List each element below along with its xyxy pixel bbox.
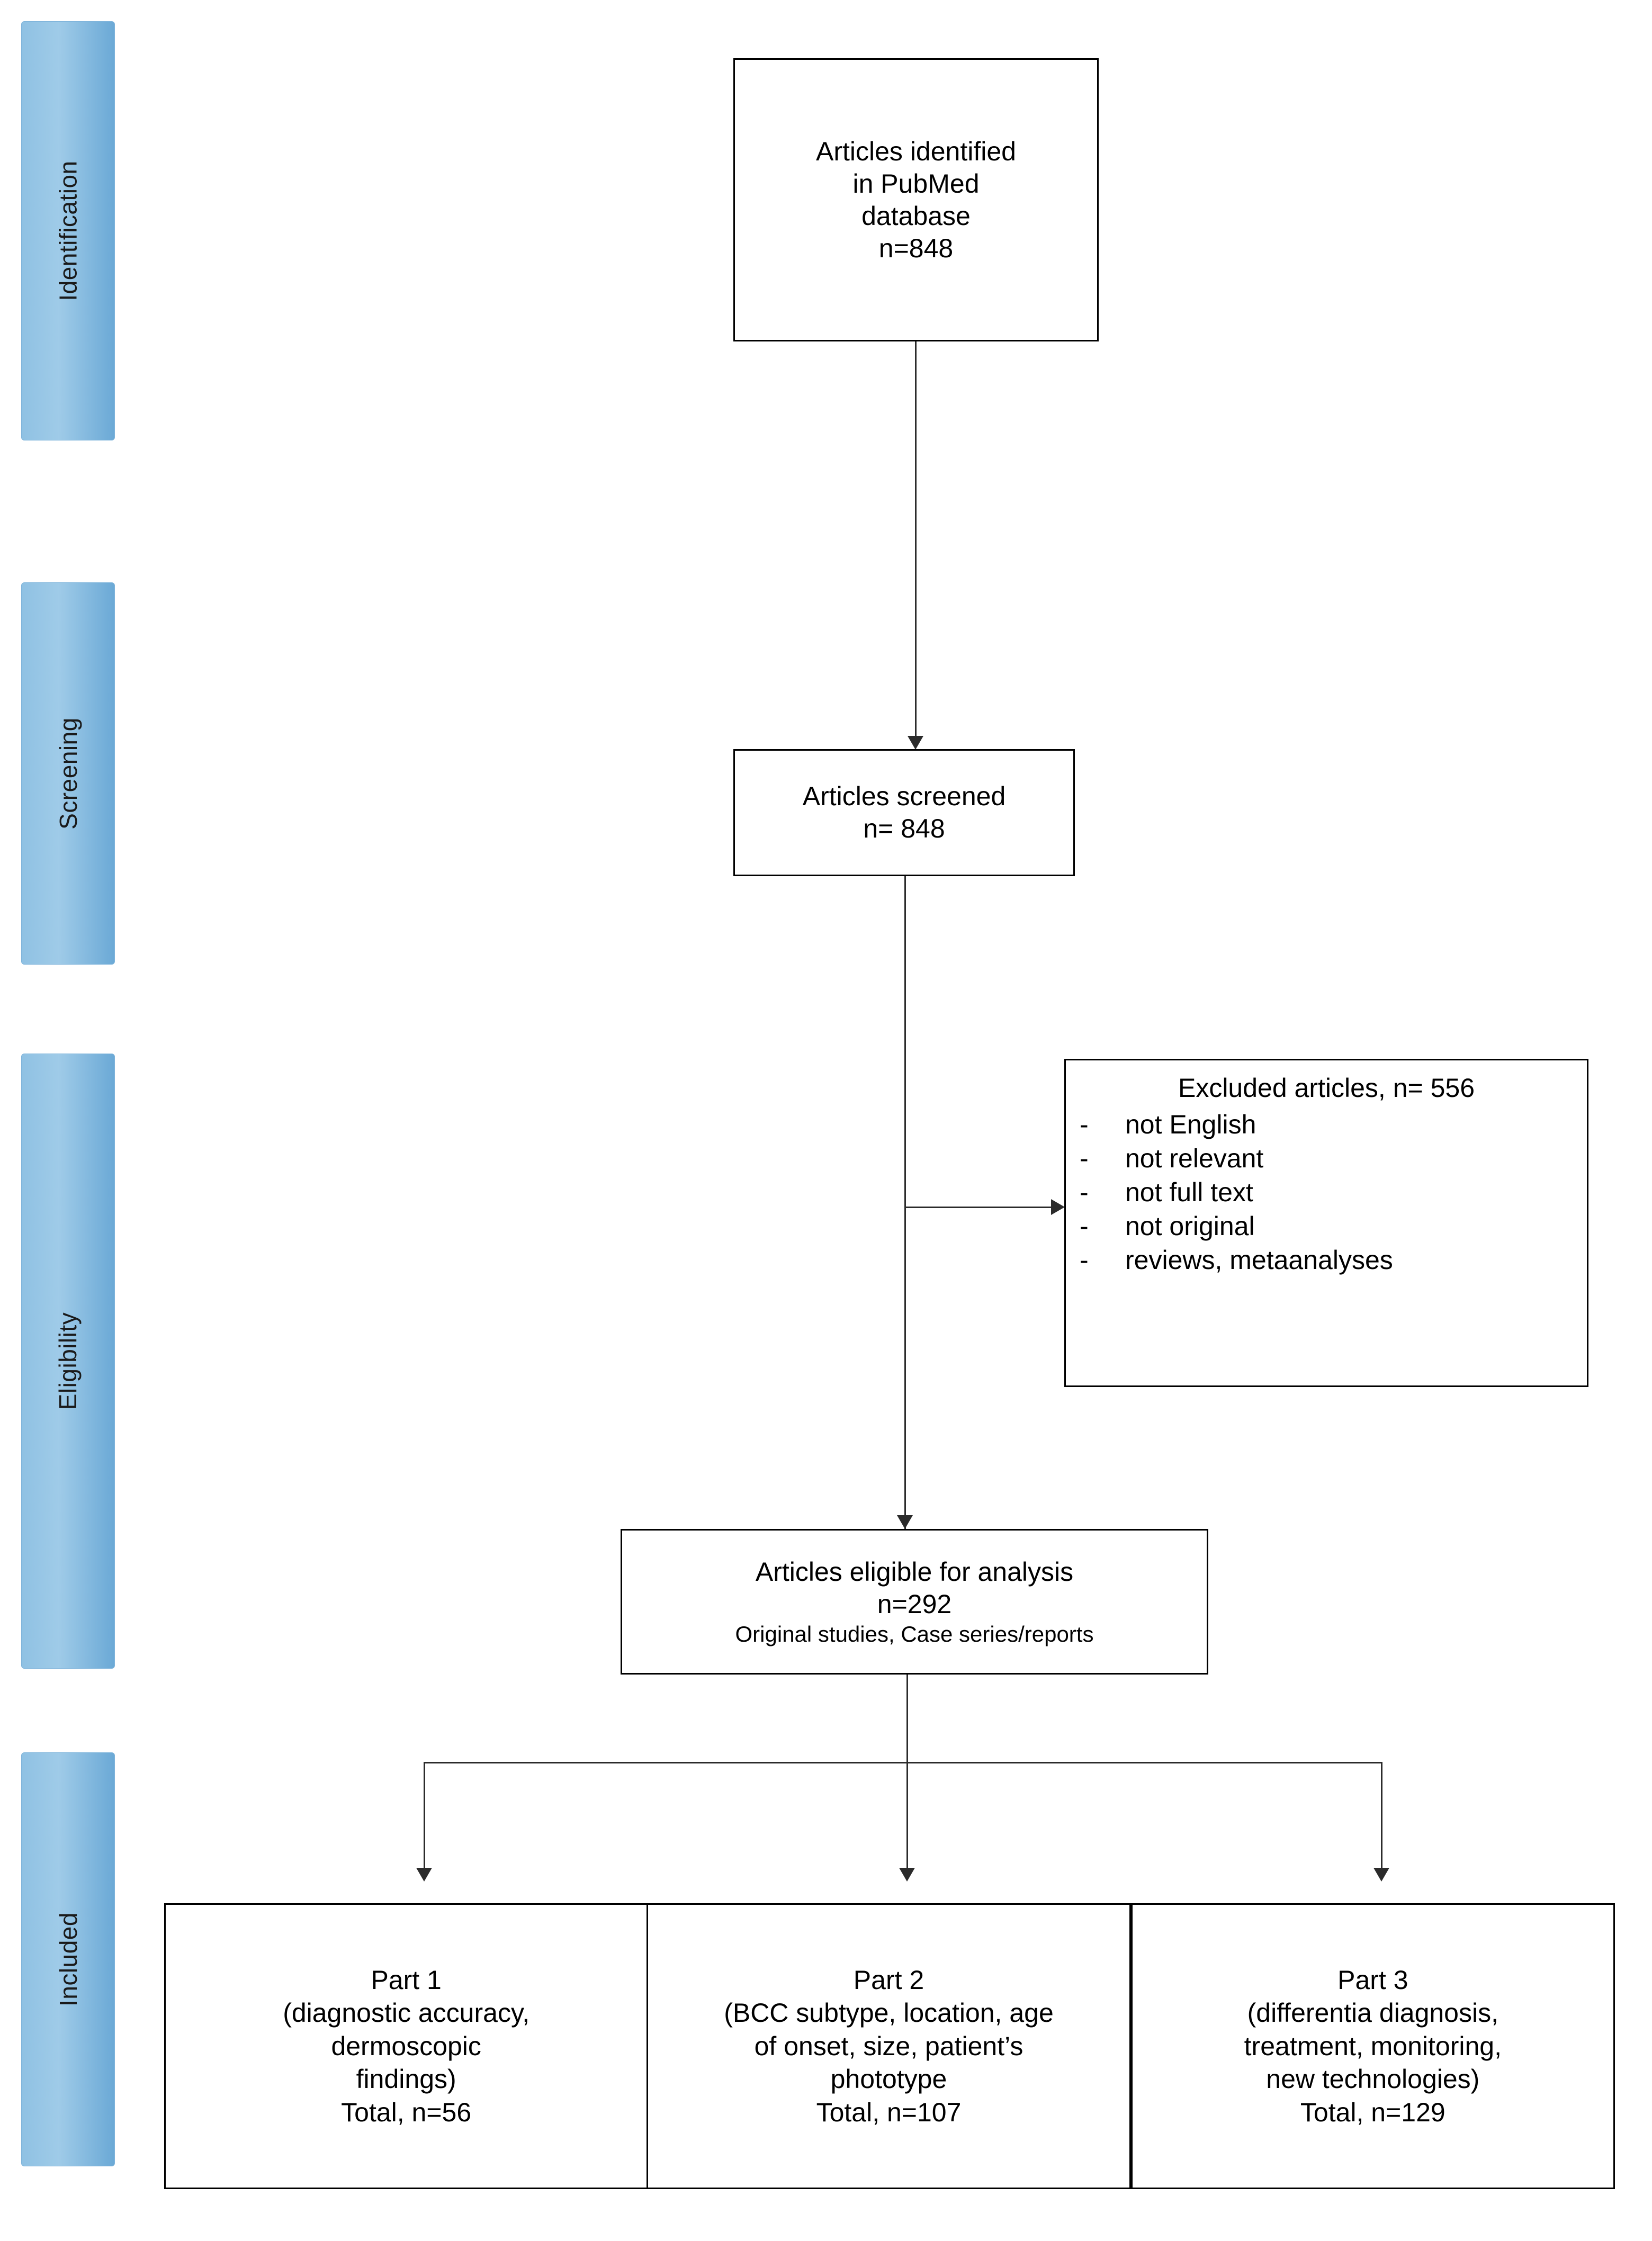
- part-2-desc-1: (BCC subtype, location, age: [724, 1998, 1054, 2028]
- phase-label-included: Included: [54, 1912, 82, 2006]
- part-2-total: Total, n=107: [816, 2097, 962, 2127]
- excluded-reason-item: [1080, 1141, 1573, 1175]
- excluded-reason-item: [1080, 1175, 1573, 1209]
- excluded-reason-text: not English: [1125, 1110, 1256, 1139]
- phase-label-identification: Identification: [54, 160, 82, 301]
- phase-label-screening: Screening: [54, 717, 82, 830]
- connector-identified-to-screened: [915, 341, 917, 744]
- eligible-note: Original studies, Case series/reports: [735, 1621, 1094, 1646]
- bullet-dash-icon: -: [1080, 1144, 1089, 1173]
- part-2-title: Part 2: [853, 1965, 924, 1995]
- part-1-desc-1: (diagnostic accuracy,: [283, 1998, 530, 2028]
- phase-bar-screening: [21, 582, 115, 965]
- part-2-desc-2: of onset, size, patient’s: [754, 2031, 1023, 2061]
- excluded-reason-text: not full text: [1125, 1177, 1253, 1207]
- connector-to-part-2: [906, 1762, 908, 1876]
- part-3-total: Total, n=129: [1300, 2097, 1446, 2127]
- phase-label-eligibility: Eligibility: [54, 1312, 82, 1410]
- connector-to-part-3: [1381, 1762, 1382, 1876]
- arrowhead-part-2: [899, 1868, 915, 1882]
- part-3-desc-1: (differentia diagnosis,: [1247, 1998, 1498, 2028]
- part-1-desc-2: dermoscopic: [331, 2031, 481, 2061]
- part-3-desc-2: treatment, monitoring,: [1244, 2031, 1502, 2061]
- node-articles-identified: [733, 58, 1099, 341]
- part-cell-3: [1133, 1905, 1613, 2188]
- excluded-reason-text: reviews, metaanalyses: [1125, 1245, 1393, 1275]
- part-2-desc-3: phototype: [830, 2064, 947, 2094]
- arrowhead-screened-to-eligible: [897, 1515, 913, 1529]
- excluded-reason-item: [1080, 1243, 1573, 1277]
- bullet-dash-icon: -: [1080, 1177, 1089, 1207]
- connector-to-part-1: [424, 1762, 425, 1876]
- connector-screened-to-eligible: [904, 876, 906, 1530]
- screened-line-1: Articles screened: [802, 781, 1006, 811]
- arrowhead-part-1: [416, 1868, 432, 1882]
- arrowhead-part-3: [1373, 1868, 1389, 1882]
- part-1-total: Total, n=56: [341, 2097, 472, 2127]
- arrowhead-to-excluded: [1051, 1199, 1065, 1215]
- eligible-count: n=292: [877, 1589, 952, 1619]
- identified-count: n=848: [878, 233, 954, 263]
- node-excluded-articles: [1064, 1059, 1588, 1387]
- connector-split-horizontal: [424, 1762, 1382, 1763]
- parts-row: [164, 1903, 1615, 2189]
- eligible-line-1: Articles eligible for analysis: [755, 1556, 1074, 1587]
- identified-line-2: in PubMed: [852, 168, 980, 199]
- bullet-dash-icon: -: [1080, 1110, 1089, 1139]
- screened-count: n= 848: [863, 814, 945, 843]
- part-cell-2: [648, 1905, 1132, 2188]
- connector-to-excluded: [904, 1207, 1058, 1208]
- bullet-dash-icon: -: [1080, 1245, 1089, 1275]
- phase-bar-identification: [21, 21, 115, 440]
- part-3-desc-3: new technologies): [1266, 2064, 1480, 2094]
- part-cell-1: [166, 1905, 648, 2188]
- phase-bar-eligibility: [21, 1054, 115, 1669]
- node-articles-eligible: [621, 1529, 1208, 1675]
- excluded-reason-text: not original: [1125, 1211, 1255, 1241]
- connector-eligible-stem: [906, 1675, 908, 1762]
- identified-line-3: database: [861, 201, 971, 231]
- excluded-reason-item: [1080, 1209, 1573, 1243]
- node-articles-screened: [733, 749, 1075, 876]
- part-1-title: Part 1: [371, 1965, 442, 1995]
- excluded-reason-item: [1080, 1108, 1573, 1141]
- phase-bar-included: [21, 1752, 115, 2166]
- identified-line-1: Articles identified: [816, 136, 1016, 166]
- part-3-title: Part 3: [1337, 1965, 1408, 1995]
- excluded-reason-text: not relevant: [1125, 1144, 1264, 1173]
- arrowhead-identified-to-screened: [908, 736, 923, 750]
- bullet-dash-icon: -: [1080, 1211, 1089, 1241]
- excluded-heading: Excluded articles, n= 556: [1178, 1073, 1475, 1103]
- part-1-desc-3: findings): [356, 2064, 456, 2094]
